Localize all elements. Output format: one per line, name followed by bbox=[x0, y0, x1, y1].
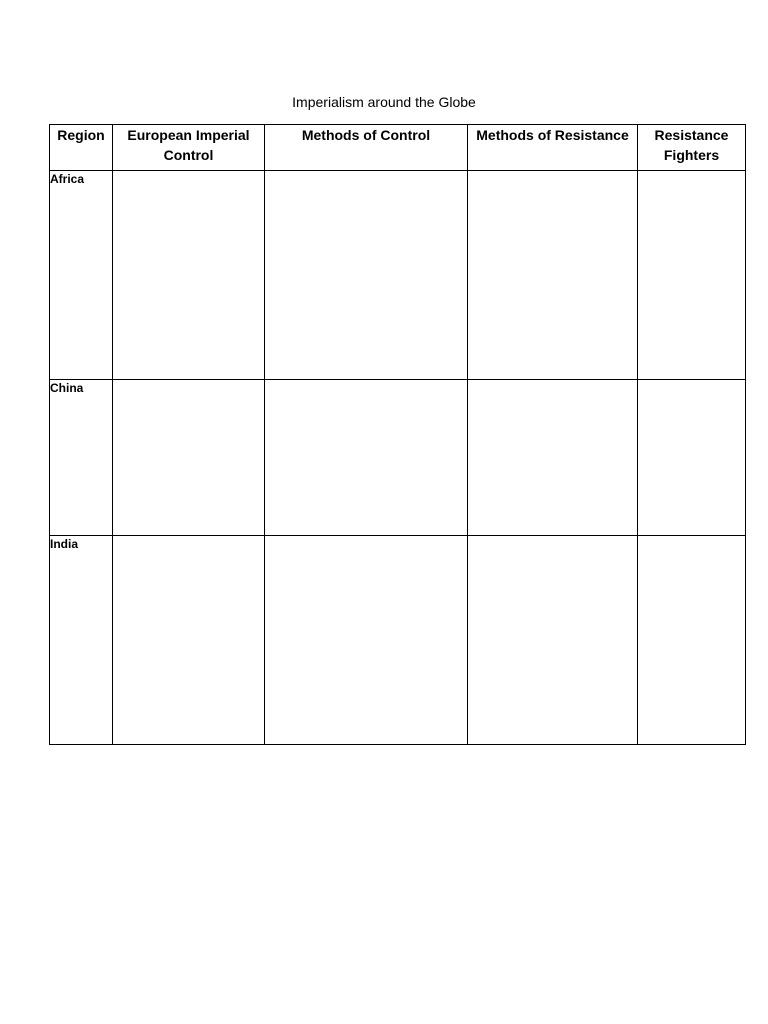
cell-china-resistance-fighters bbox=[638, 380, 746, 536]
cell-india-methods-of-resistance bbox=[468, 536, 638, 745]
page-title: Imperialism around the Globe bbox=[292, 94, 476, 110]
cell-china-methods-of-control bbox=[265, 380, 468, 536]
table-row bbox=[50, 380, 746, 536]
imperialism-table bbox=[49, 124, 746, 745]
cell-african-resistance-fighters bbox=[638, 171, 746, 380]
header-region: Region bbox=[50, 125, 113, 171]
cell-india-methods-of-control bbox=[265, 536, 468, 745]
table-row bbox=[50, 171, 746, 380]
cell-african-methods-of-resistance bbox=[468, 171, 638, 380]
header-resistance-fighters: Resistance Fighters bbox=[638, 125, 746, 171]
header-european-imperial-control: European Imperial Control bbox=[113, 125, 265, 171]
header-methods-of-resistance: Methods of Resistance bbox=[468, 125, 638, 171]
table-header-row bbox=[50, 125, 746, 171]
cell-china-methods-of-resistance bbox=[468, 380, 638, 536]
header-methods-of-control: Methods of Control bbox=[265, 125, 468, 171]
cell-african-methods-of-control bbox=[265, 171, 468, 380]
region-cell-india: India bbox=[50, 536, 113, 745]
region-cell-china: China bbox=[50, 380, 113, 536]
cell-india-imperial-control bbox=[113, 536, 265, 745]
region-cell-africa: Africa bbox=[50, 171, 113, 380]
cell-african-imperial-control bbox=[113, 171, 265, 380]
cell-china-imperial-control bbox=[113, 380, 265, 536]
cell-india-resistance-fighters bbox=[638, 536, 746, 745]
table-row bbox=[50, 536, 746, 745]
